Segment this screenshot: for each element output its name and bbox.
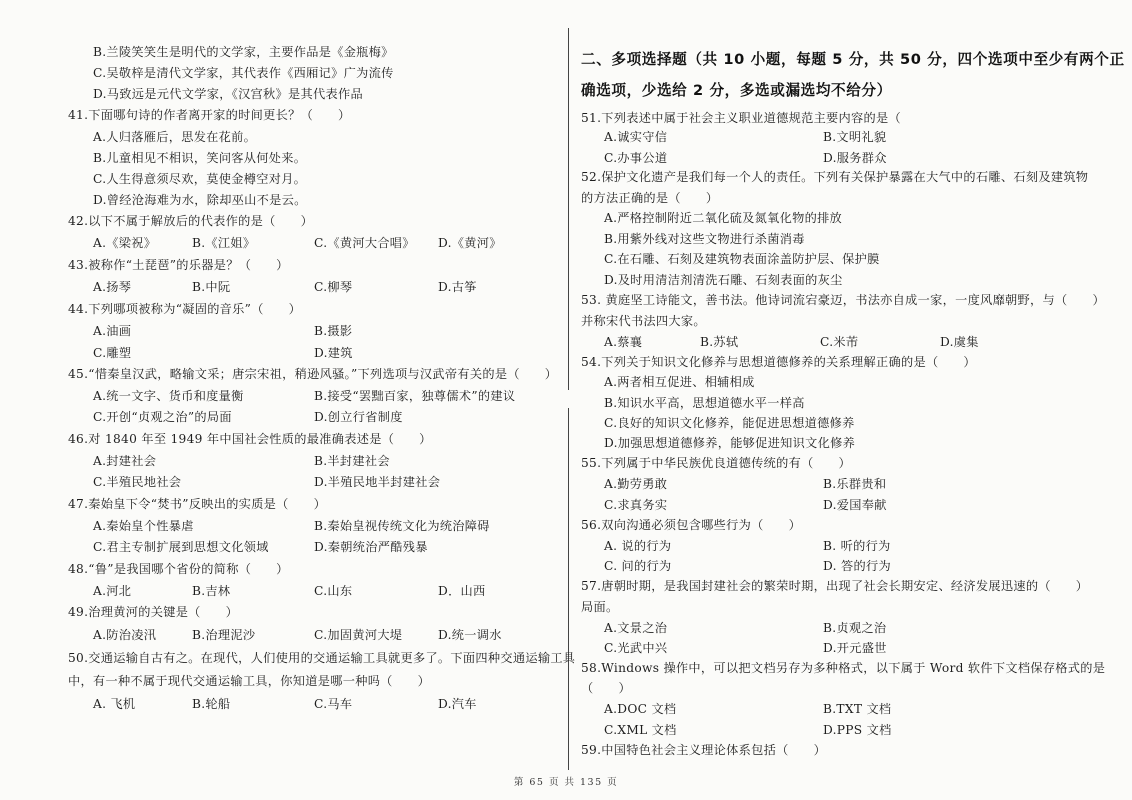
- column-divider: [568, 28, 569, 390]
- q57-option-a: A.文景之治: [604, 621, 668, 635]
- q44-option-c: C.雕塑: [93, 346, 132, 360]
- q53-stem-line-1: 53. 黄庭坚工诗能文，善书法。他诗词流宕豪迈，书法亦自成一家，一度风靡朝野，与（ ）: [581, 293, 1105, 307]
- q56-option-d: D. 答的行为: [823, 559, 891, 573]
- q58-stem-line-1: 58.Windows 操作中，可以把文档另存为多种格式，以下属于 Word 软件下文档保存格式的是: [581, 661, 1106, 675]
- q48-option-c: C.山东: [314, 584, 353, 598]
- q55-option-a: A.勤劳勇敢: [604, 477, 668, 491]
- q52-option-a: A.严格控制附近二氧化硫及氮氧化物的排放: [604, 211, 843, 225]
- q41-option-b: B.儿童相见不相识，笑问客从何处来。: [93, 151, 307, 165]
- q42-option-a: A.《梁祝》: [93, 236, 157, 250]
- q51-option-d: D.服务群众: [823, 151, 887, 165]
- q45-option-b: B.接受“罢黜百家，独尊儒术”的建议: [314, 389, 516, 403]
- section-heading-line-2: 确选项，少选给 2 分，多选或漏选均不给分）: [581, 82, 892, 99]
- q44-option-a: A.油画: [93, 324, 132, 338]
- q44-stem: 44.下列哪项被称为“凝固的音乐”（ ）: [68, 302, 302, 316]
- q55-option-c: C.求真务实: [604, 498, 668, 512]
- q47-option-b: B.秦始皇视传统文化为统治障碍: [314, 519, 490, 533]
- q54-option-d: D.加强思想道德修养，能够促进知识文化修养: [604, 436, 856, 450]
- section-heading-line-1: 二、多项选择题（共 10 小题，每题 5 分，共 50 分，四个选项中至少有两个正: [581, 51, 1125, 68]
- q52-option-d: D.及时用清洁剂清洗石雕、石刻表面的灰尘: [604, 273, 843, 287]
- q55-option-b: B.乐群贵和: [823, 477, 887, 491]
- q46-option-a: A.封建社会: [93, 454, 157, 468]
- q42-option-d: D.《黄河》: [438, 236, 502, 250]
- q45-option-a: A.统一文字、货币和度量衡: [93, 389, 244, 403]
- q47-option-c: C.君主专制扩展到思想文化领域: [93, 540, 269, 554]
- q46-stem: 46.对 1840 年至 1949 年中国社会性质的最准确表述是（ ）: [68, 432, 432, 446]
- q57-option-c: C.光武中兴: [604, 641, 668, 655]
- q42-option-b: B.《江姐》: [192, 236, 256, 250]
- q58-option-b: B.TXT 文档: [823, 702, 892, 716]
- q47-option-a: A.秦始皇个性暴虐: [93, 519, 194, 533]
- q58-option-d: D.PPS 文档: [823, 723, 892, 737]
- q52-option-c: C.在石雕、石刻及建筑物表面涂盖防护层、保护膜: [604, 252, 880, 266]
- q54-stem: 54.下列关于知识文化修养与思想道德修养的关系理解正确的是（ ）: [581, 355, 976, 369]
- q45-option-d: D.创立行省制度: [314, 410, 403, 424]
- q40-option-d: D.马致远是元代文学家，《汉宫秋》是其代表作品: [93, 87, 363, 101]
- q56-stem: 56.双向沟通必须包含哪些行为（ ）: [581, 518, 802, 532]
- page-number-footer: 第 65 页 共 135 页: [513, 777, 619, 788]
- q43-option-b: B.中阮: [192, 280, 231, 294]
- q43-option-a: A.扬琴: [93, 280, 132, 294]
- q48-option-a: A.河北: [93, 584, 132, 598]
- q56-option-b: B. 听的行为: [823, 539, 891, 553]
- column-divider: [568, 408, 569, 770]
- q57-option-d: D.开元盛世: [823, 641, 887, 655]
- q46-option-c: C.半殖民地社会: [93, 475, 182, 489]
- q51-option-b: B.文明礼貌: [823, 130, 887, 144]
- q50-option-c: C.马车: [314, 697, 353, 711]
- q55-option-d: D.爱国奉献: [823, 498, 887, 512]
- q41-option-c: C.人生得意须尽欢，莫使金樽空对月。: [93, 172, 307, 186]
- q51-option-c: C.办事公道: [604, 151, 668, 165]
- q54-option-c: C.良好的知识文化修养，能促进思想道德修养: [604, 416, 855, 430]
- q53-option-d: D.虞集: [940, 335, 979, 349]
- q57-option-b: B.贞观之治: [823, 621, 887, 635]
- q44-option-d: D.建筑: [314, 346, 353, 360]
- q48-stem: 48.“鲁”是我国哪个省份的简称（ ）: [68, 562, 289, 576]
- q43-option-d: D.古筝: [438, 280, 477, 294]
- q45-option-c: C.开创“贞观之治”的局面: [93, 410, 232, 424]
- q53-option-c: C.米芾: [820, 335, 859, 349]
- q44-option-b: B.摄影: [314, 324, 353, 338]
- q58-stem-line-2: （ ）: [581, 681, 631, 695]
- q52-option-b: B.用紫外线对这些文物进行杀菌消毒: [604, 232, 805, 246]
- q49-option-c: C.加固黄河大堤: [314, 628, 403, 642]
- q43-option-c: C.柳琴: [314, 280, 353, 294]
- q49-option-a: A.防治凌汛: [93, 628, 157, 642]
- q50-stem-line-1: 50.交通运输自古有之。在现代，人们使用的交通运输工具就更多了。下面四种交通运输工具: [68, 651, 576, 665]
- q54-option-b: B.知识水平高，思想道德水平一样高: [604, 396, 805, 410]
- q59-stem: 59.中国特色社会主义理论体系包括（ ）: [581, 743, 827, 757]
- q52-stem-line-1: 52.保护文化遗产是我们每一个人的责任。下列有关保护暴露在大气中的石雕、石刻及建筑物: [581, 170, 1089, 184]
- q57-stem-line-1: 57.唐朝时期，是我国封建社会的繁荣时期，出现了社会长期安定、经济发展迅速的（ ）: [581, 579, 1089, 593]
- q53-option-b: B.苏轼: [700, 335, 739, 349]
- q43-stem: 43.被称作“土琵琶”的乐器是？（ ）: [68, 258, 289, 272]
- q57-stem-line-2: 局面。: [581, 600, 619, 614]
- q41-option-a: A.人归落雁后，思发在花前。: [93, 130, 257, 144]
- q58-option-a: A.DOC 文档: [604, 702, 677, 716]
- q48-option-d: D．山西: [438, 584, 486, 598]
- q50-option-b: B.轮船: [192, 697, 231, 711]
- q47-stem: 47.秦始皇下令“焚书”反映出的实质是（ ）: [68, 497, 327, 511]
- q45-stem: 45.“惜秦皇汉武，略输文采；唐宗宋祖，稍逊风骚。”下列选项与汉武帝有关的是（ ）: [68, 367, 558, 381]
- q52-stem-line-2: 的方法正确的是（ ）: [581, 191, 719, 205]
- q53-option-a: A.蔡襄: [604, 335, 643, 349]
- q41-stem: 41.下面哪句诗的作者离开家的时间更长？（ ）: [68, 108, 351, 122]
- q51-option-a: A.诚实守信: [604, 130, 668, 144]
- q46-option-b: B.半封建社会: [314, 454, 390, 468]
- q40-option-b: B.兰陵笑笑生是明代的文学家，主要作品是《金瓶梅》: [93, 45, 394, 59]
- q47-option-d: D.秦朝统治严酷残暴: [314, 540, 428, 554]
- q42-option-c: C.《黄河大合唱》: [314, 236, 415, 250]
- q53-stem-line-2: 并称宋代书法四大家。: [581, 314, 706, 328]
- q56-option-a: A. 说的行为: [604, 539, 672, 553]
- q40-option-c: C.吴敬梓是清代文学家，其代表作《西厢记》广为流传: [93, 66, 394, 80]
- q49-option-d: D.统一调水: [438, 628, 502, 642]
- q55-stem: 55.下列属于中华民族优良道德传统的有（ ）: [581, 456, 852, 470]
- q46-option-d: D.半殖民地半封建社会: [314, 475, 441, 489]
- q51-stem: 51.下列表述中属于社会主义职业道德规范主要内容的是（: [581, 111, 901, 125]
- q41-option-d: D.曾经沧海难为水，除却巫山不是云。: [93, 193, 307, 207]
- q50-option-d: D.汽车: [438, 697, 477, 711]
- q50-option-a: A. 飞机: [93, 697, 136, 711]
- q50-stem-line-2: 中，有一种不属于现代交通运输工具，你知道是哪一种吗（ ）: [68, 674, 431, 688]
- q58-option-c: C.XML 文档: [604, 723, 677, 737]
- q42-stem: 42.以下不属于解放后的代表作的是（ ）: [68, 214, 314, 228]
- q48-option-b: B.吉林: [192, 584, 231, 598]
- q56-option-c: C. 问的行为: [604, 559, 672, 573]
- q49-option-b: B.治理泥沙: [192, 628, 256, 642]
- q49-stem: 49.治理黄河的关键是（ ）: [68, 605, 239, 619]
- q54-option-a: A.两者相互促进、相辅相成: [604, 375, 755, 389]
